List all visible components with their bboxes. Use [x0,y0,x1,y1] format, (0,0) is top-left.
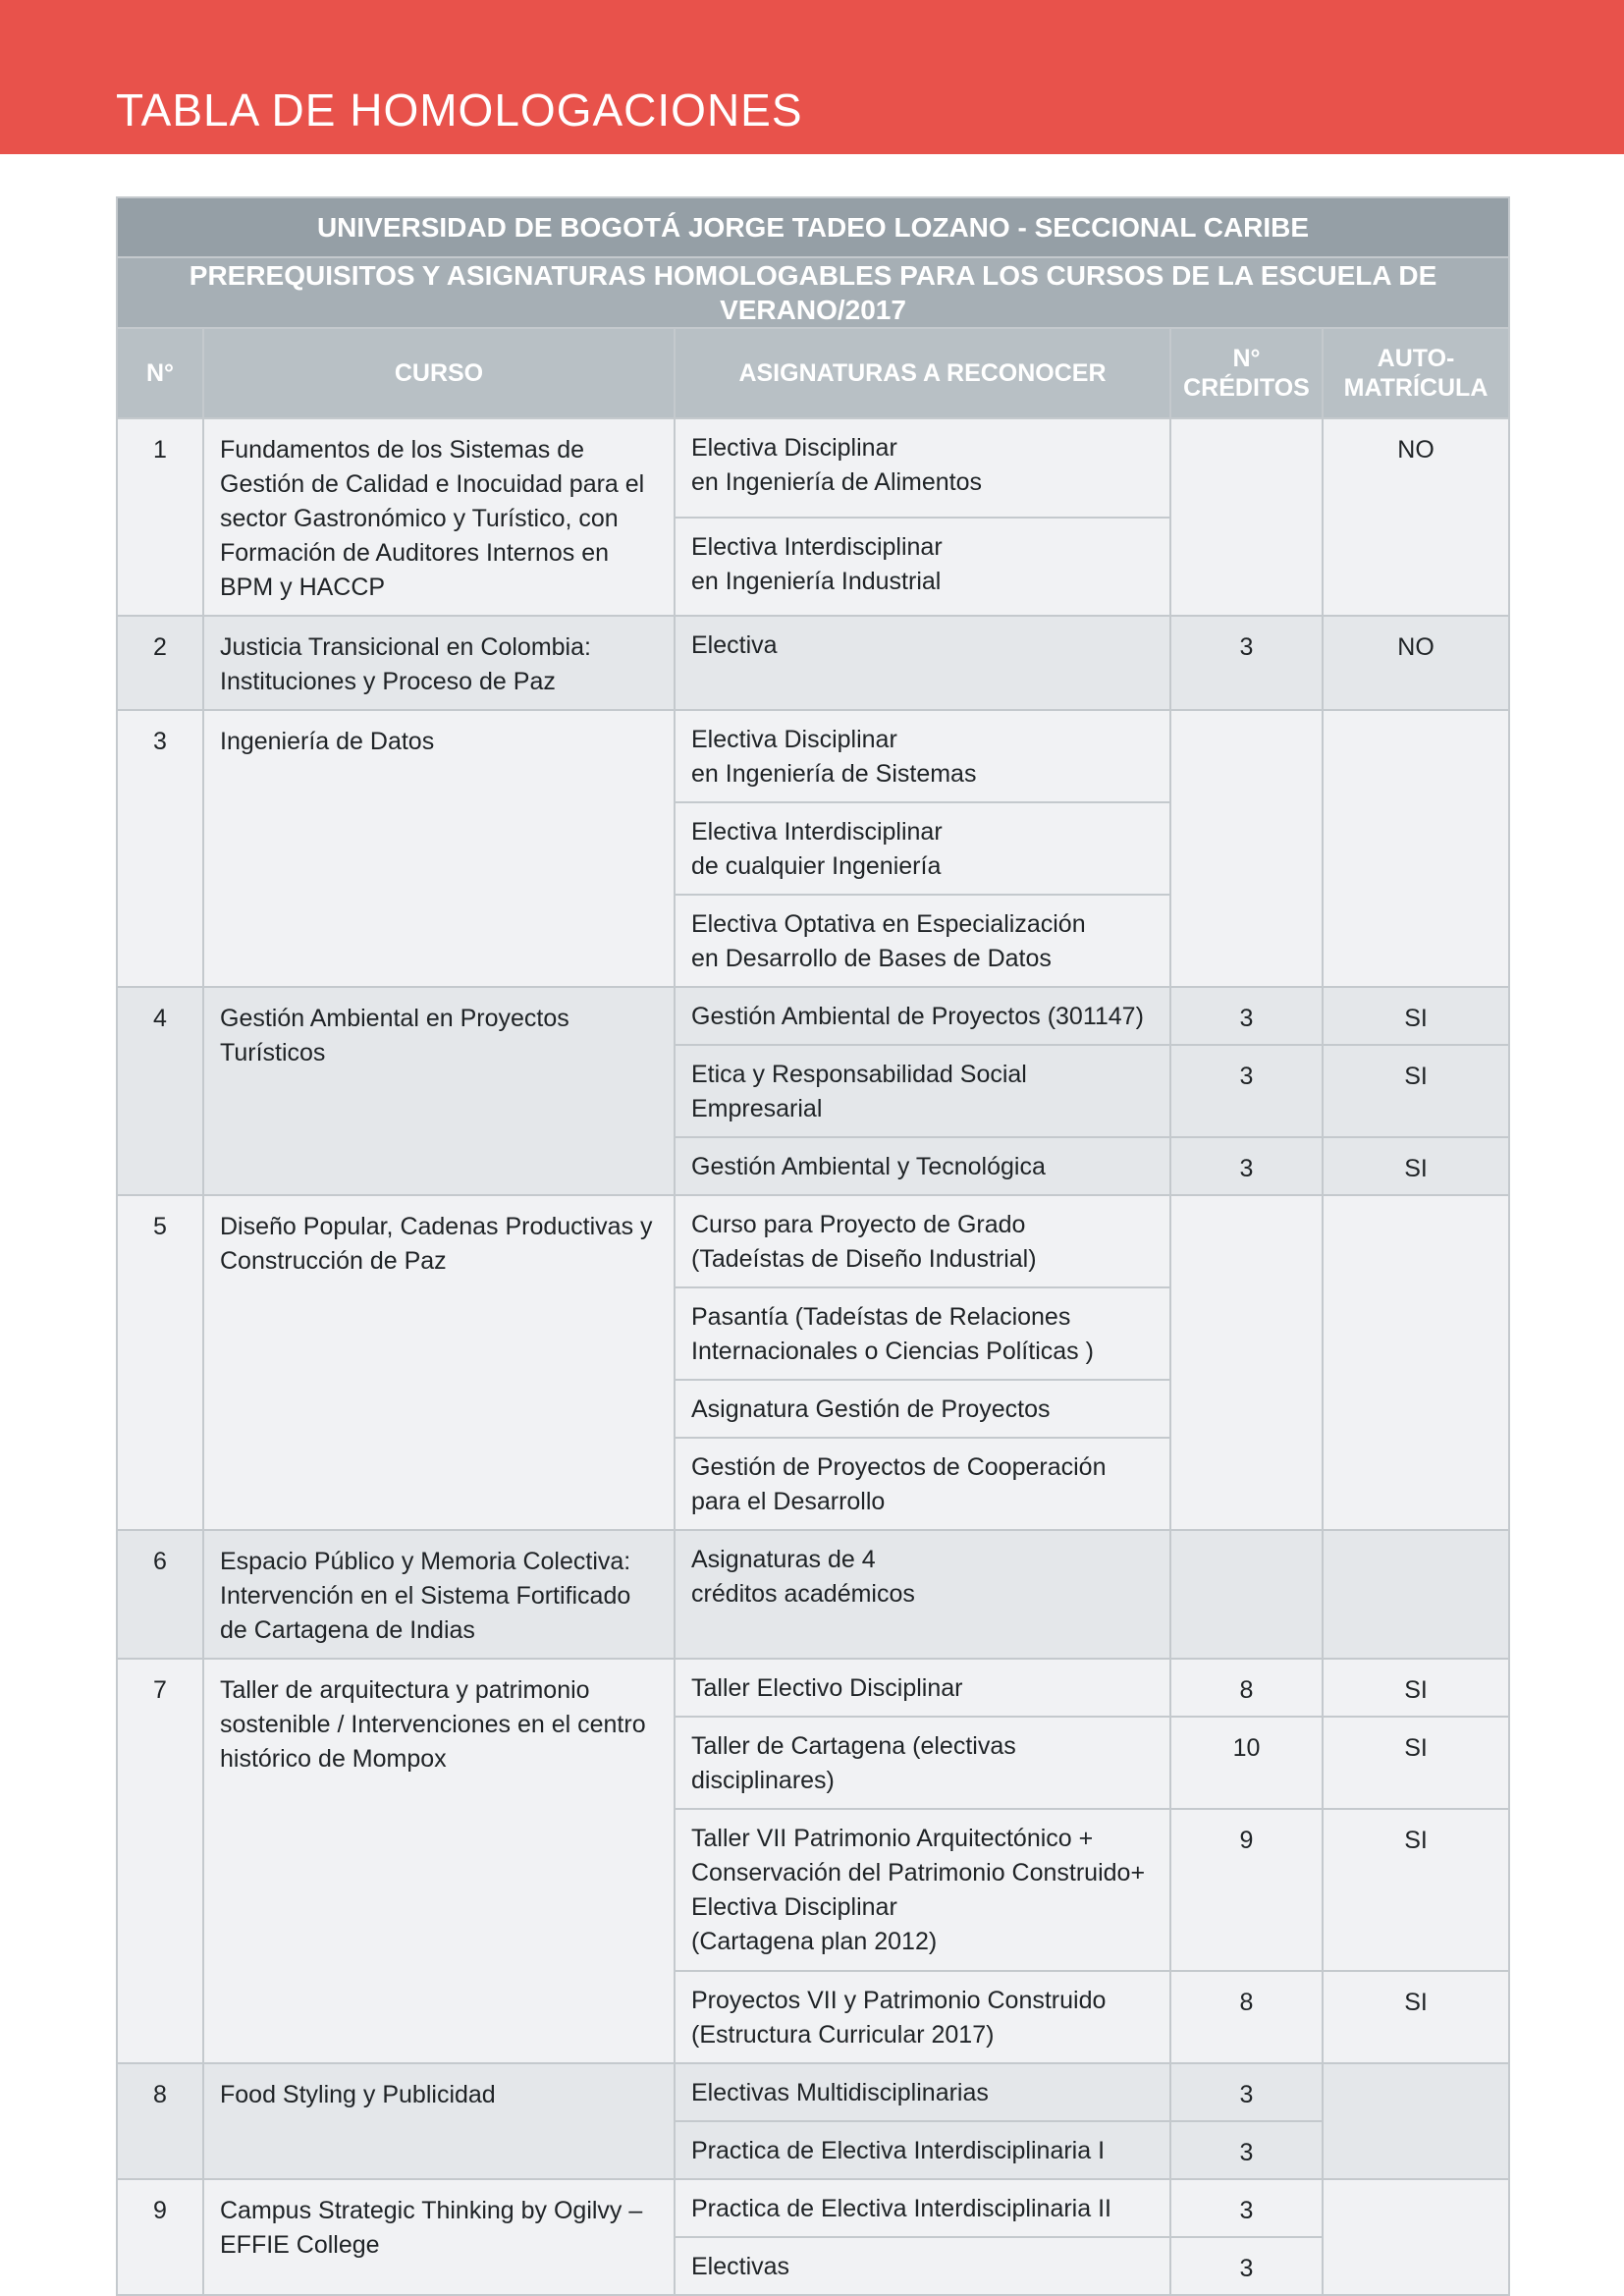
auto-enrollment-cell: SI [1323,1971,1509,2063]
course-name: Ingeniería de Datos [203,710,675,987]
table-row [117,616,1509,710]
header-subjects: ASIGNATURAS A RECONOCER [675,328,1170,418]
credits-cell: 3 [1170,1137,1323,1195]
course-name: Food Styling y Publicidad [203,2063,675,2179]
table-row [117,1195,1509,1287]
course-name: Justicia Transicional en Colombia: Instituciones y Proceso de Paz [203,616,675,710]
header-auto-line1: AUTO- [1377,345,1455,372]
table-row [117,2179,1509,2237]
auto-enrollment-cell: SI [1323,1659,1509,1717]
row-number: 5 [117,1195,203,1530]
row-number: 4 [117,987,203,1195]
header-number: N° [117,328,203,418]
auto-enrollment-cell [1323,1195,1509,1530]
subject-cell: Electivas Multidisciplinarias [675,2063,1170,2121]
row-number: 6 [117,1530,203,1659]
credits-cell: 9 [1170,1809,1323,1971]
credits-cell: 3 [1170,2179,1323,2237]
credits-cell [1170,710,1323,987]
subject-cell: Electivas [675,2237,1170,2295]
header-auto-enrollment [1323,328,1509,418]
course-name: Diseño Popular, Cadenas Productivas y Construcción de Paz [203,1195,675,1530]
row-number: 2 [117,616,203,710]
table-row [117,418,1509,518]
course-name: Campus Strategic Thinking by Ogilvy – EFFIE College [203,2179,675,2295]
auto-enrollment-cell [1323,710,1509,987]
subject-cell: Gestión Ambiental de Proyectos (301147) [675,987,1170,1045]
header-course: CURSO [203,328,675,418]
row-number: 1 [117,418,203,616]
credits-cell: 3 [1170,1045,1323,1137]
subject-cell: Practica de Electiva Interdisciplinaria II [675,2179,1170,2237]
subject-cell: Electiva Interdisciplinar de cualquier Ingeniería [675,802,1170,895]
course-name: Espacio Público y Memoria Colectiva: Intervención en el Sistema Fortificado de Cartagena de Indias [203,1530,675,1659]
subject-cell: Etica y Responsabilidad Social Empresarial [675,1045,1170,1137]
credits-cell [1170,418,1323,616]
credits-cell: 3 [1170,2237,1323,2295]
auto-enrollment-cell: SI [1323,1717,1509,1809]
auto-enrollment-cell [1323,2179,1509,2295]
credits-cell: 3 [1170,616,1323,710]
course-name: Gestión Ambiental en Proyectos Turísticos [203,987,675,1195]
subject-cell: Practica de Electiva Interdisciplinaria I [675,2121,1170,2179]
row-number: 9 [117,2179,203,2295]
subject-cell: Proyectos VII y Patrimonio Construido (Estructura Curricular 2017) [675,1971,1170,2063]
subject-cell: Gestión de Proyectos de Cooperación para el Desarrollo [675,1438,1170,1530]
page-title: TABLA DE HOMOLOGACIONES [116,84,803,136]
table-title-prerequisites: PREREQUISITOS Y ASIGNATURAS HOMOLOGABLES PARA LOS CURSOS DE LA ESCUELA DE VERANO/2017 [117,257,1509,328]
auto-enrollment-cell: SI [1323,1809,1509,1971]
row-number: 8 [117,2063,203,2179]
subject-cell: Asignatura Gestión de Proyectos [675,1380,1170,1438]
table-row [117,987,1509,1045]
credits-cell [1170,1530,1323,1659]
auto-enrollment-cell: SI [1323,1137,1509,1195]
header-banner [0,0,1624,154]
credits-cell: 10 [1170,1717,1323,1809]
subject-cell: Electiva Optativa en Especialización en Desarrollo de Bases de Datos [675,895,1170,987]
header-auto-line2: MATRÍCULA [1343,374,1489,402]
credits-cell: 3 [1170,2121,1323,2179]
subject-cell: Electiva [675,616,1170,710]
header-credits [1170,328,1323,418]
credits-cell: 8 [1170,1971,1323,2063]
header-credits-line1: N° [1232,345,1261,372]
table-row [117,2063,1509,2121]
credits-cell: 3 [1170,987,1323,1045]
credits-cell: 3 [1170,2063,1323,2121]
course-name: Fundamentos de los Sistemas de Gestión de Calidad e Inocuidad para el sector Gastronómico y Turístico, con Formación de Auditores Internos en BPM y HACCP [203,418,675,616]
subject-cell: Taller Electivo Disciplinar [675,1659,1170,1717]
auto-enrollment-cell: NO [1323,418,1509,616]
subject-cell: Taller VII Patrimonio Arquitectónico + Conservación del Patrimonio Construido+ Electiva Disciplinar (Cartagena plan 2012) [675,1809,1170,1971]
table-title-university: UNIVERSIDAD DE BOGOTÁ JORGE TADEO LOZANO - SECCIONAL CARIBE [117,197,1509,257]
subject-cell: Electiva Disciplinar en Ingeniería de Alimentos [675,418,1170,518]
header-credits-line2: CRÉDITOS [1183,374,1310,402]
subject-cell: Electiva Disciplinar en Ingeniería de Sistemas [675,710,1170,802]
homologation-table [116,196,1510,2296]
table-row [117,710,1509,802]
table-row [117,1659,1509,1717]
row-number: 7 [117,1659,203,2063]
credits-cell: 8 [1170,1659,1323,1717]
auto-enrollment-cell: NO [1323,616,1509,710]
course-name: Taller de arquitectura y patrimonio sostenible / Intervenciones en el centro histórico de Mompox [203,1659,675,2063]
auto-enrollment-cell [1323,1530,1509,1659]
auto-enrollment-cell: SI [1323,987,1509,1045]
subject-cell: Taller de Cartagena (electivas disciplinares) [675,1717,1170,1809]
subject-cell: Pasantía (Tadeístas de Relaciones Internacionales o Ciencias Políticas ) [675,1287,1170,1380]
row-number: 3 [117,710,203,987]
subject-cell: Asignaturas de 4 créditos académicos [675,1530,1170,1659]
subject-cell: Gestión Ambiental y Tecnológica [675,1137,1170,1195]
subject-cell: Electiva Interdisciplinar en Ingeniería Industrial [675,518,1170,617]
subject-cell: Curso para Proyecto de Grado (Tadeístas de Diseño Industrial) [675,1195,1170,1287]
auto-enrollment-cell: SI [1323,1045,1509,1137]
table-row [117,1530,1509,1659]
auto-enrollment-cell [1323,2063,1509,2179]
credits-cell [1170,1195,1323,1530]
